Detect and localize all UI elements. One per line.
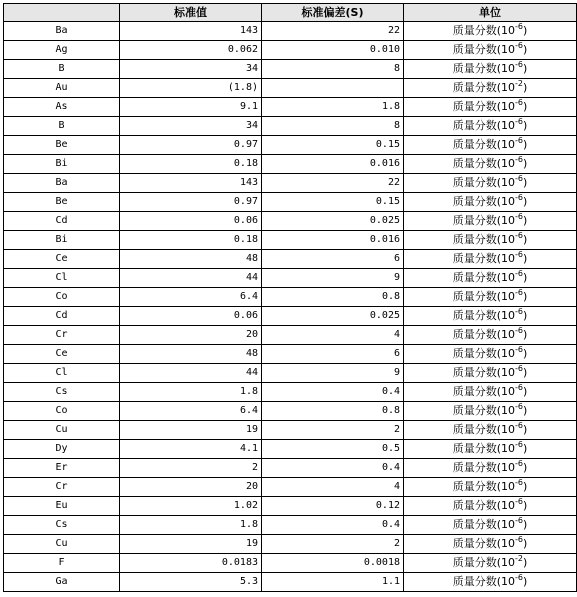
- unit-label: 质量分数: [452, 309, 497, 322]
- cell-standard-value: 19: [120, 421, 262, 440]
- cell-unit: [404, 402, 577, 421]
- unit-exponent: -6: [515, 307, 523, 316]
- unit-close-paren: ): [522, 24, 528, 37]
- unit-exponent: -6: [515, 250, 523, 259]
- unit-exponent: -6: [515, 193, 523, 202]
- table-row: [4, 364, 577, 383]
- unit-exponent: -6: [515, 117, 523, 126]
- unit-open-paren: (10: [496, 119, 515, 132]
- cell-unit: [404, 535, 577, 554]
- cell-element: F: [4, 554, 120, 573]
- cell-standard-value: 0.97: [120, 193, 262, 212]
- unit-close-paren: ): [522, 195, 528, 208]
- table-body: [4, 22, 577, 592]
- unit-close-paren: ): [522, 423, 528, 436]
- cell-unit: [404, 117, 577, 136]
- cell-std-dev: 2: [262, 421, 404, 440]
- cell-element: Cr: [4, 478, 120, 497]
- cell-standard-value: 0.97: [120, 136, 262, 155]
- unit-label: 质量分数: [452, 518, 497, 531]
- unit-label: 质量分数: [452, 100, 497, 113]
- unit-label: 质量分数: [452, 423, 497, 436]
- cell-element: B: [4, 60, 120, 79]
- cell-element: Co: [4, 402, 120, 421]
- cell-std-dev: 0.5: [262, 440, 404, 459]
- unit-exponent: -6: [515, 497, 523, 506]
- unit-close-paren: ): [522, 176, 528, 189]
- table-row: [4, 155, 577, 174]
- unit-label: 质量分数: [452, 480, 497, 493]
- unit-close-paren: ): [522, 252, 528, 265]
- unit-close-paren: ): [522, 385, 528, 398]
- cell-standard-value: 6.4: [120, 288, 262, 307]
- cell-std-dev: 4: [262, 326, 404, 345]
- cell-unit: [404, 345, 577, 364]
- cell-std-dev: 0.010: [262, 41, 404, 60]
- unit-open-paren: (10: [496, 290, 515, 303]
- unit-close-paren: ): [522, 404, 528, 417]
- cell-unit: [404, 478, 577, 497]
- unit-close-paren: ): [522, 138, 528, 151]
- unit-exponent: -6: [515, 212, 523, 221]
- cell-std-dev: 0.016: [262, 155, 404, 174]
- unit-open-paren: (10: [496, 442, 515, 455]
- cell-element: Be: [4, 193, 120, 212]
- table-row: [4, 98, 577, 117]
- unit-exponent: -6: [515, 155, 523, 164]
- unit-close-paren: ): [522, 461, 528, 474]
- unit-label: 质量分数: [452, 24, 497, 37]
- cell-unit: [404, 136, 577, 155]
- cell-std-dev: 0.4: [262, 383, 404, 402]
- unit-open-paren: (10: [496, 157, 515, 170]
- cell-unit: [404, 60, 577, 79]
- table-row: [4, 554, 577, 573]
- unit-exponent: -6: [515, 516, 523, 525]
- cell-std-dev: 8: [262, 60, 404, 79]
- cell-std-dev: 9: [262, 364, 404, 383]
- cell-unit: [404, 231, 577, 250]
- cell-std-dev: 0.0018: [262, 554, 404, 573]
- cell-element: Be: [4, 136, 120, 155]
- cell-element: Ag: [4, 41, 120, 60]
- cell-standard-value: 44: [120, 269, 262, 288]
- unit-exponent: -6: [515, 421, 523, 430]
- cell-unit: [404, 326, 577, 345]
- unit-exponent: -6: [515, 326, 523, 335]
- cell-standard-value: 9.1: [120, 98, 262, 117]
- cell-standard-value: 0.18: [120, 155, 262, 174]
- cell-element: Ba: [4, 22, 120, 41]
- cell-std-dev: 0.12: [262, 497, 404, 516]
- cell-element: Ga: [4, 573, 120, 592]
- table-row: [4, 383, 577, 402]
- unit-label: 质量分数: [452, 575, 497, 588]
- unit-label: 质量分数: [452, 347, 497, 360]
- cell-std-dev: 0.025: [262, 212, 404, 231]
- table-row: [4, 250, 577, 269]
- unit-label: 质量分数: [452, 195, 497, 208]
- unit-open-paren: (10: [496, 233, 515, 246]
- table-row: [4, 402, 577, 421]
- cell-element: Cd: [4, 212, 120, 231]
- unit-exponent: -6: [515, 478, 523, 487]
- table-row: [4, 22, 577, 41]
- cell-std-dev: 0.8: [262, 402, 404, 421]
- table-row: [4, 41, 577, 60]
- cell-unit: [404, 269, 577, 288]
- unit-open-paren: (10: [496, 43, 515, 56]
- unit-open-paren: (10: [496, 24, 515, 37]
- cell-standard-value: 0.0183: [120, 554, 262, 573]
- table-row: [4, 288, 577, 307]
- unit-label: 质量分数: [452, 328, 497, 341]
- unit-label: 质量分数: [452, 214, 497, 227]
- table-row: [4, 117, 577, 136]
- unit-open-paren: (10: [496, 100, 515, 113]
- cell-unit: [404, 383, 577, 402]
- unit-close-paren: ): [522, 575, 528, 588]
- cell-std-dev: 6: [262, 250, 404, 269]
- table-row: [4, 307, 577, 326]
- cell-std-dev: 6: [262, 345, 404, 364]
- table-row: [4, 478, 577, 497]
- table-row: [4, 136, 577, 155]
- cell-unit: [404, 554, 577, 573]
- unit-label: 质量分数: [452, 233, 497, 246]
- unit-exponent: -6: [515, 269, 523, 278]
- unit-open-paren: (10: [496, 62, 515, 75]
- cell-element: Dy: [4, 440, 120, 459]
- unit-close-paren: ): [522, 480, 528, 493]
- unit-label: 质量分数: [452, 366, 497, 379]
- cell-standard-value: 20: [120, 478, 262, 497]
- cell-standard-value: 1.8: [120, 383, 262, 402]
- cell-unit: [404, 440, 577, 459]
- unit-open-paren: (10: [496, 195, 515, 208]
- table-row: [4, 174, 577, 193]
- cell-std-dev: [262, 79, 404, 98]
- unit-exponent: -6: [515, 440, 523, 449]
- cell-standard-value: 20: [120, 326, 262, 345]
- cell-standard-value: 34: [120, 60, 262, 79]
- unit-label: 质量分数: [452, 290, 497, 303]
- unit-label: 质量分数: [452, 157, 497, 170]
- cell-element: Ce: [4, 345, 120, 364]
- unit-open-paren: (10: [496, 575, 515, 588]
- unit-label: 质量分数: [452, 81, 497, 94]
- cell-unit: [404, 364, 577, 383]
- table-row: [4, 497, 577, 516]
- unit-close-paren: ): [522, 366, 528, 379]
- cell-standard-value: 2: [120, 459, 262, 478]
- cell-std-dev: 22: [262, 22, 404, 41]
- cell-std-dev: 4: [262, 478, 404, 497]
- cell-standard-value: 0.18: [120, 231, 262, 250]
- unit-open-paren: (10: [496, 81, 515, 94]
- cell-unit: [404, 22, 577, 41]
- unit-open-paren: (10: [496, 328, 515, 341]
- unit-close-paren: ): [522, 100, 528, 113]
- cell-standard-value: 143: [120, 22, 262, 41]
- unit-exponent: -6: [515, 383, 523, 392]
- cell-element: Ce: [4, 250, 120, 269]
- cell-standard-value: (1.8): [120, 79, 262, 98]
- cell-element: Ba: [4, 174, 120, 193]
- unit-close-paren: ): [522, 62, 528, 75]
- unit-close-paren: ): [522, 119, 528, 132]
- cell-std-dev: 22: [262, 174, 404, 193]
- cell-standard-value: 4.1: [120, 440, 262, 459]
- cell-element: Cu: [4, 421, 120, 440]
- unit-open-paren: (10: [496, 518, 515, 531]
- header-element: [4, 4, 120, 22]
- cell-standard-value: 1.02: [120, 497, 262, 516]
- unit-exponent: -6: [515, 459, 523, 468]
- unit-open-paren: (10: [496, 423, 515, 436]
- unit-close-paren: ): [522, 537, 528, 550]
- cell-standard-value: 6.4: [120, 402, 262, 421]
- unit-label: 质量分数: [452, 442, 497, 455]
- cell-element: Cl: [4, 269, 120, 288]
- unit-open-paren: (10: [496, 252, 515, 265]
- cell-element: Cl: [4, 364, 120, 383]
- cell-unit: [404, 250, 577, 269]
- cell-standard-value: 5.3: [120, 573, 262, 592]
- unit-open-paren: (10: [496, 176, 515, 189]
- unit-open-paren: (10: [496, 214, 515, 227]
- unit-exponent: -6: [515, 41, 523, 50]
- cell-element: Bi: [4, 231, 120, 250]
- cell-element: Cd: [4, 307, 120, 326]
- cell-element: Bi: [4, 155, 120, 174]
- cell-element: B: [4, 117, 120, 136]
- cell-standard-value: 48: [120, 345, 262, 364]
- cell-unit: [404, 516, 577, 535]
- unit-close-paren: ): [522, 556, 528, 569]
- unit-label: 质量分数: [452, 385, 497, 398]
- cell-unit: [404, 288, 577, 307]
- cell-std-dev: 8: [262, 117, 404, 136]
- unit-open-paren: (10: [496, 461, 515, 474]
- cell-standard-value: 1.8: [120, 516, 262, 535]
- cell-std-dev: 2: [262, 535, 404, 554]
- cell-std-dev: 0.025: [262, 307, 404, 326]
- cell-standard-value: 0.06: [120, 307, 262, 326]
- table-row: [4, 421, 577, 440]
- cell-std-dev: 0.8: [262, 288, 404, 307]
- unit-close-paren: ): [522, 328, 528, 341]
- standard-values-table: [3, 3, 577, 592]
- unit-exponent: -6: [515, 136, 523, 145]
- unit-exponent: -6: [515, 364, 523, 373]
- table-row: [4, 345, 577, 364]
- cell-element: Eu: [4, 497, 120, 516]
- unit-close-paren: ): [522, 347, 528, 360]
- unit-exponent: -6: [515, 573, 523, 582]
- unit-label: 质量分数: [452, 138, 497, 151]
- cell-element: Er: [4, 459, 120, 478]
- header-unit: 单位: [404, 4, 577, 22]
- unit-open-paren: (10: [496, 404, 515, 417]
- cell-element: Cs: [4, 383, 120, 402]
- table-row: [4, 212, 577, 231]
- table-row: [4, 440, 577, 459]
- unit-close-paren: ): [522, 499, 528, 512]
- unit-exponent: -6: [515, 535, 523, 544]
- table-row: [4, 326, 577, 345]
- cell-standard-value: 0.062: [120, 41, 262, 60]
- cell-standard-value: 44: [120, 364, 262, 383]
- unit-open-paren: (10: [496, 556, 515, 569]
- table-row: [4, 231, 577, 250]
- cell-standard-value: 48: [120, 250, 262, 269]
- cell-std-dev: 0.15: [262, 193, 404, 212]
- table-row: [4, 60, 577, 79]
- unit-exponent: -6: [515, 98, 523, 107]
- cell-standard-value: 34: [120, 117, 262, 136]
- cell-unit: [404, 421, 577, 440]
- table-row: [4, 79, 577, 98]
- unit-label: 质量分数: [452, 461, 497, 474]
- unit-close-paren: ): [522, 157, 528, 170]
- cell-element: Cs: [4, 516, 120, 535]
- cell-unit: [404, 307, 577, 326]
- unit-close-paren: ): [522, 214, 528, 227]
- unit-exponent: -6: [515, 402, 523, 411]
- unit-exponent: -6: [515, 22, 523, 31]
- unit-label: 质量分数: [452, 499, 497, 512]
- unit-open-paren: (10: [496, 271, 515, 284]
- cell-std-dev: 0.15: [262, 136, 404, 155]
- unit-exponent: -6: [515, 231, 523, 240]
- unit-close-paren: ): [522, 442, 528, 455]
- unit-open-paren: (10: [496, 366, 515, 379]
- unit-close-paren: ): [522, 81, 528, 94]
- unit-open-paren: (10: [496, 385, 515, 398]
- unit-exponent: -2: [515, 554, 523, 563]
- unit-close-paren: ): [522, 271, 528, 284]
- cell-std-dev: 0.016: [262, 231, 404, 250]
- cell-element: Cu: [4, 535, 120, 554]
- unit-exponent: -2: [515, 79, 523, 88]
- unit-label: 质量分数: [452, 537, 497, 550]
- unit-close-paren: ): [522, 518, 528, 531]
- unit-close-paren: ): [522, 290, 528, 303]
- unit-open-paren: (10: [496, 499, 515, 512]
- cell-unit: [404, 193, 577, 212]
- cell-std-dev: 0.4: [262, 516, 404, 535]
- cell-unit: [404, 497, 577, 516]
- unit-open-paren: (10: [496, 537, 515, 550]
- cell-unit: [404, 459, 577, 478]
- unit-exponent: -6: [515, 174, 523, 183]
- cell-standard-value: 19: [120, 535, 262, 554]
- table-row: [4, 459, 577, 478]
- unit-label: 质量分数: [452, 556, 497, 569]
- unit-exponent: -6: [515, 60, 523, 69]
- cell-std-dev: 9: [262, 269, 404, 288]
- cell-unit: [404, 98, 577, 117]
- unit-exponent: -6: [515, 288, 523, 297]
- cell-unit: [404, 212, 577, 231]
- cell-element: Cr: [4, 326, 120, 345]
- cell-std-dev: 1.8: [262, 98, 404, 117]
- header-standard-value: 标准值: [120, 4, 262, 22]
- unit-label: 质量分数: [452, 43, 497, 56]
- header-row: [4, 4, 577, 22]
- cell-unit: [404, 79, 577, 98]
- unit-label: 质量分数: [452, 271, 497, 284]
- unit-open-paren: (10: [496, 309, 515, 322]
- table-row: [4, 535, 577, 554]
- cell-std-dev: 1.1: [262, 573, 404, 592]
- unit-label: 质量分数: [452, 252, 497, 265]
- cell-element: As: [4, 98, 120, 117]
- unit-exponent: -6: [515, 345, 523, 354]
- table-row: [4, 516, 577, 535]
- unit-label: 质量分数: [452, 404, 497, 417]
- table-row: [4, 269, 577, 288]
- unit-label: 质量分数: [452, 119, 497, 132]
- table-row: [4, 193, 577, 212]
- cell-standard-value: 143: [120, 174, 262, 193]
- cell-unit: [404, 573, 577, 592]
- cell-std-dev: 0.4: [262, 459, 404, 478]
- unit-open-paren: (10: [496, 480, 515, 493]
- unit-close-paren: ): [522, 43, 528, 56]
- unit-label: 质量分数: [452, 62, 497, 75]
- unit-open-paren: (10: [496, 138, 515, 151]
- table-row: [4, 573, 577, 592]
- unit-label: 质量分数: [452, 176, 497, 189]
- unit-open-paren: (10: [496, 347, 515, 360]
- cell-unit: [404, 41, 577, 60]
- cell-unit: [404, 174, 577, 193]
- unit-close-paren: ): [522, 309, 528, 322]
- cell-element: Co: [4, 288, 120, 307]
- cell-standard-value: 0.06: [120, 212, 262, 231]
- cell-element: Au: [4, 79, 120, 98]
- header-std-dev: 标准偏差(S): [262, 4, 404, 22]
- cell-unit: [404, 155, 577, 174]
- unit-close-paren: ): [522, 233, 528, 246]
